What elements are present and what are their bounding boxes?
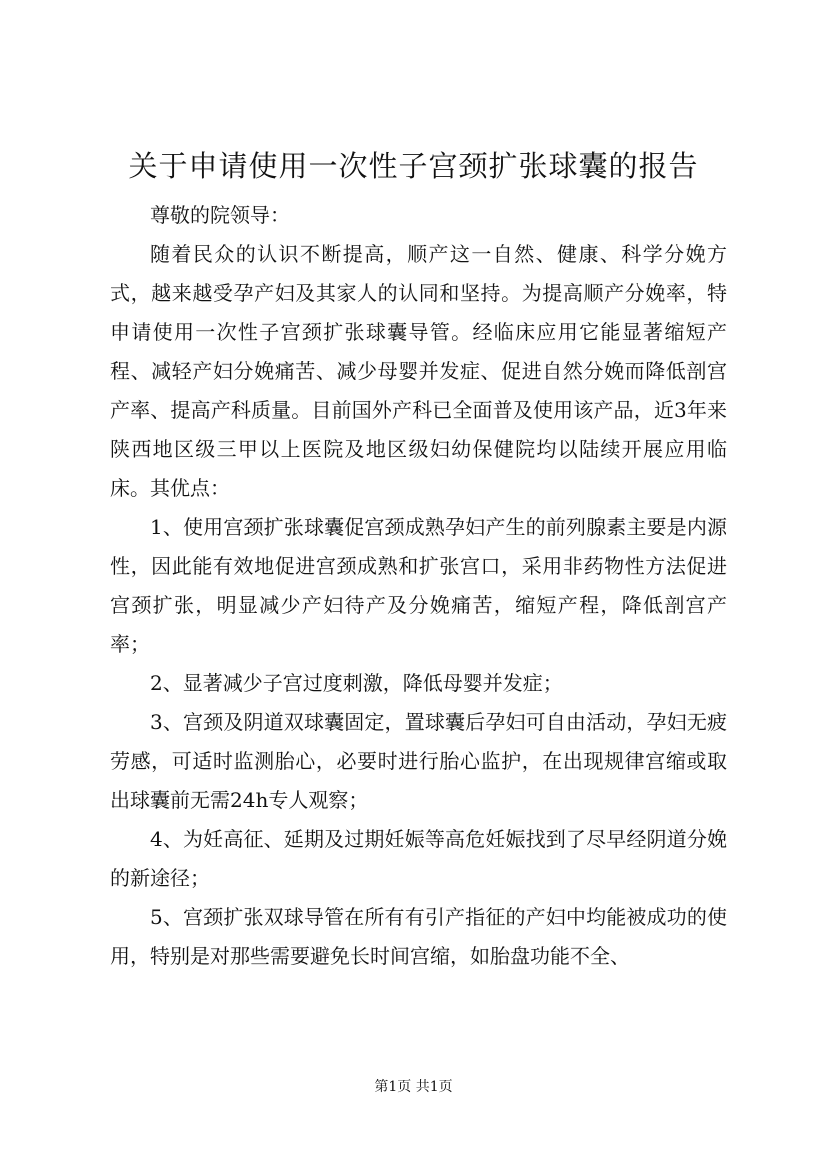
- paragraph-intro: 随着民众的认识不断提高，顺产这一自然、健康、科学分娩方式，越来越受孕产妇及其家人的认同和坚持。为提高顺产分娩率，特申请使用一次性子宫颈扩张球囊导管。经临床应用它能显著缩短产程、减轻产妇分娩痛苦、减少母婴并发症、促进自然分娩而降低剖宫产率、提高产科质量。目前国外产科已全面普及使用该产品，近3年来陕西地区级三甲以上医院及地区级妇幼保健院均以陆续开展应用临床。其优点：: [110, 242, 727, 500]
- paragraph-advantage-2: 2、显著减少子宫过度刺激，降低母婴并发症；: [150, 671, 563, 695]
- paragraph-advantage-4: 4、为妊高征、延期及过期妊娠等高危妊娠找到了尽早经阴道分娩的新途径；: [110, 827, 727, 890]
- paragraph-advantage-3: 3、宫颈及阴道双球囊固定，置球囊后孕妇可自由活动，孕妇无疲劳感，可适时监测胎心，必要时进行胎心监护，在出现规律宫缩或取出球囊前无需24h专人观察；: [110, 710, 727, 812]
- page-footer: 第1页 共1页: [374, 1079, 453, 1095]
- salutation: 尊敬的院领导：: [150, 203, 290, 227]
- document-title: 关于申请使用一次性子宫颈扩张球囊的报告: [128, 149, 699, 183]
- document-body: [110, 196, 727, 976]
- paragraph-advantage-1: 1、使用宫颈扩张球囊促宫颈成熟孕妇产生的前列腺素主要是内源性，因此能有效地促进宫颈成熟和扩张宫口，采用非药物性方法促进宫颈扩张，明显减少产妇待产及分娩痛苦，缩短产程，降低剖宫产率；: [110, 515, 727, 656]
- paragraph-advantage-5: 5、宫颈扩张双球导管在所有有引产指征的产妇中均能被成功的使用，特别是对那些需要避免长时间宫缩，如胎盘功能不全、: [110, 905, 727, 968]
